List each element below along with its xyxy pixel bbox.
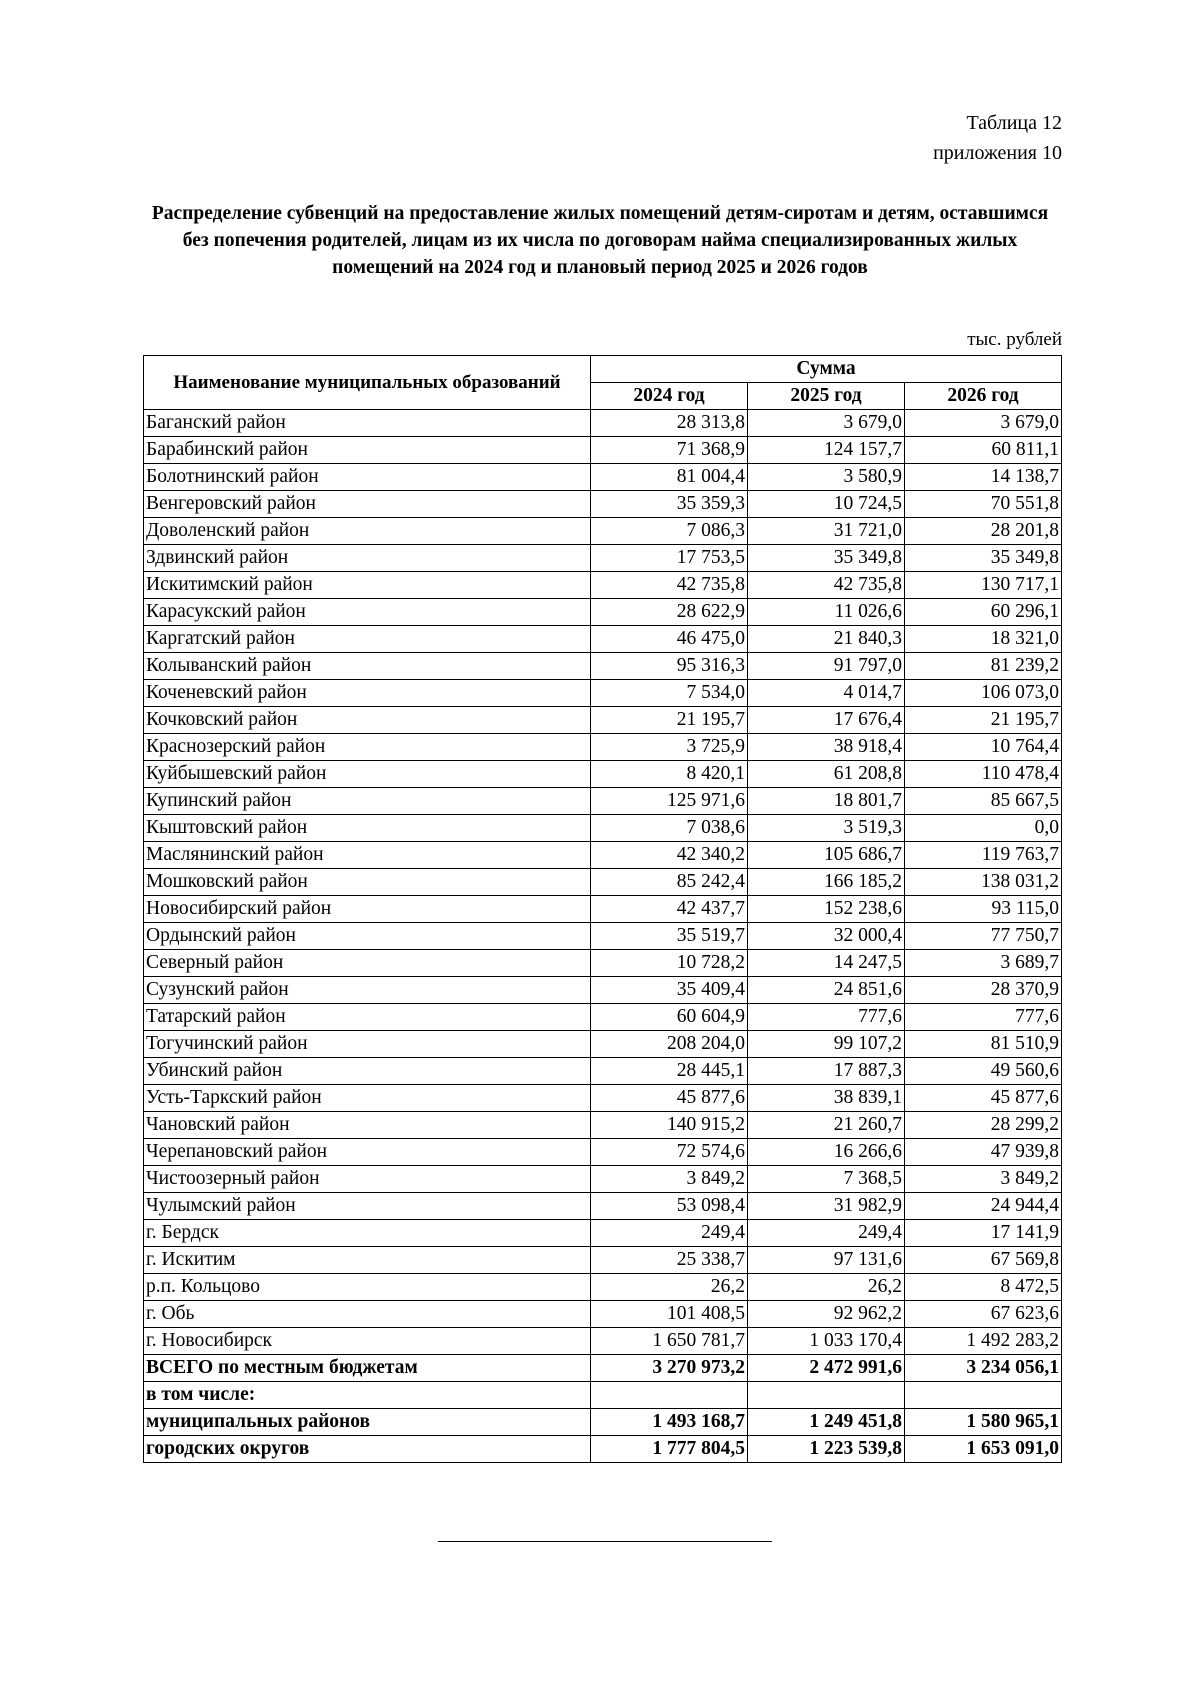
amount-2026: 0,0	[905, 815, 1062, 842]
amount-2026: 49 560,6	[905, 1058, 1062, 1085]
table-row	[144, 1031, 1062, 1058]
amount-2026: 60 811,1	[905, 437, 1062, 464]
amount-2024: 81 004,4	[591, 464, 748, 491]
amount-2026: 18 321,0	[905, 626, 1062, 653]
amount-2026: 1 653 091,0	[905, 1436, 1062, 1463]
municipality-name: Куйбышевский район	[144, 761, 591, 788]
total-row	[144, 1382, 1062, 1409]
amount-2026: 67 623,6	[905, 1301, 1062, 1328]
table-row	[144, 842, 1062, 869]
municipality-name: р.п. Кольцово	[144, 1274, 591, 1301]
amount-2025: 3 580,9	[748, 464, 905, 491]
amount-2025: 7 368,5	[748, 1166, 905, 1193]
amount-2026: 81 239,2	[905, 653, 1062, 680]
amount-2026: 93 115,0	[905, 896, 1062, 923]
amount-2025: 777,6	[748, 1004, 905, 1031]
amount-2024: 101 408,5	[591, 1301, 748, 1328]
municipality-name: Карасукский район	[144, 599, 591, 626]
amount-2025: 16 266,6	[748, 1139, 905, 1166]
table-row	[144, 626, 1062, 653]
amount-2024: 60 604,9	[591, 1004, 748, 1031]
amount-2025: 166 185,2	[748, 869, 905, 896]
amount-2025	[748, 1382, 905, 1409]
amount-2024: 3 270 973,2	[591, 1355, 748, 1382]
amount-2026: 8 472,5	[905, 1274, 1062, 1301]
amount-2024: 21 195,7	[591, 707, 748, 734]
amount-2026: 47 939,8	[905, 1139, 1062, 1166]
municipality-name: Северный район	[144, 950, 591, 977]
table-row	[144, 1058, 1062, 1085]
municipality-name: муниципальных районов	[144, 1409, 591, 1436]
amount-2024: 1 493 168,7	[591, 1409, 748, 1436]
header-year-2024: 2024 год	[591, 383, 748, 410]
amount-2024: 208 204,0	[591, 1031, 748, 1058]
municipality-name: Тогучинский район	[144, 1031, 591, 1058]
amount-2024: 25 338,7	[591, 1247, 748, 1274]
amount-2025: 249,4	[748, 1220, 905, 1247]
amount-2026: 67 569,8	[905, 1247, 1062, 1274]
amount-2024: 71 368,9	[591, 437, 748, 464]
municipality-name: Чистоозерный район	[144, 1166, 591, 1193]
document-title: Распределение субвенций на предоставление жилых помещений детям-сиротам и детям, оставшимся без попечения родителей, лицам из их числа по договорам найма специализированных жилых помещений на 2024 год и плановый период 2025 и 2026 годов	[151, 203, 1049, 278]
municipality-name: Болотнинский район	[144, 464, 591, 491]
table-number: Таблица 12	[966, 112, 1062, 134]
amount-2024: 8 420,1	[591, 761, 748, 788]
amount-2026: 70 551,8	[905, 491, 1062, 518]
municipality-name: Кочковский район	[144, 707, 591, 734]
amount-2024: 28 445,1	[591, 1058, 748, 1085]
table-row	[144, 1193, 1062, 1220]
amount-2024: 95 316,3	[591, 653, 748, 680]
table-row	[144, 1085, 1062, 1112]
table-row	[144, 707, 1062, 734]
municipality-name: Убинский район	[144, 1058, 591, 1085]
amount-2025: 35 349,8	[748, 545, 905, 572]
table-row	[144, 923, 1062, 950]
amount-2024: 3 725,9	[591, 734, 748, 761]
municipality-name: Чановский район	[144, 1112, 591, 1139]
municipality-name: Купинский район	[144, 788, 591, 815]
amount-2026: 1 580 965,1	[905, 1409, 1062, 1436]
amount-2024: 42 735,8	[591, 572, 748, 599]
amount-2025: 17 887,3	[748, 1058, 905, 1085]
municipality-name: Доволенский район	[144, 518, 591, 545]
municipality-name: г. Бердск	[144, 1220, 591, 1247]
table-row	[144, 599, 1062, 626]
municipality-name: Баганский район	[144, 410, 591, 437]
municipality-name: г. Искитим	[144, 1247, 591, 1274]
amount-2026: 106 073,0	[905, 680, 1062, 707]
table-row	[144, 518, 1062, 545]
table-row	[144, 977, 1062, 1004]
municipality-name: ВСЕГО по местным бюджетам	[144, 1355, 591, 1382]
appendix-number: приложения 10	[933, 142, 1062, 164]
amount-2025: 21 260,7	[748, 1112, 905, 1139]
amount-2026: 17 141,9	[905, 1220, 1062, 1247]
municipality-name: Ордынский район	[144, 923, 591, 950]
amount-2025: 32 000,4	[748, 923, 905, 950]
amount-2024: 10 728,2	[591, 950, 748, 977]
amount-2024: 28 622,9	[591, 599, 748, 626]
amount-2026: 21 195,7	[905, 707, 1062, 734]
amount-2024: 28 313,8	[591, 410, 748, 437]
amount-2025: 1 223 539,8	[748, 1436, 905, 1463]
amount-2025: 1 249 451,8	[748, 1409, 905, 1436]
municipality-name: Барабинский район	[144, 437, 591, 464]
amount-2025: 91 797,0	[748, 653, 905, 680]
amount-2025: 152 238,6	[748, 896, 905, 923]
municipality-name: Черепановский район	[144, 1139, 591, 1166]
amount-2024	[591, 1382, 748, 1409]
header-year-2026: 2026 год	[905, 383, 1062, 410]
amount-2024: 42 340,2	[591, 842, 748, 869]
amount-2025: 21 840,3	[748, 626, 905, 653]
table-row	[144, 761, 1062, 788]
subvention-table	[143, 355, 1062, 1463]
amount-2026: 14 138,7	[905, 464, 1062, 491]
amount-2026: 77 750,7	[905, 923, 1062, 950]
municipality-name: г. Обь	[144, 1301, 591, 1328]
amount-2026: 28 201,8	[905, 518, 1062, 545]
amount-2024: 3 849,2	[591, 1166, 748, 1193]
table-row	[144, 1112, 1062, 1139]
amount-2024: 17 753,5	[591, 545, 748, 572]
municipality-name: Татарский район	[144, 1004, 591, 1031]
table-row	[144, 869, 1062, 896]
header-year-2025: 2025 год	[748, 383, 905, 410]
amount-2026: 45 877,6	[905, 1085, 1062, 1112]
amount-2025: 38 918,4	[748, 734, 905, 761]
amount-2026: 3 689,7	[905, 950, 1062, 977]
amount-2026: 10 764,4	[905, 734, 1062, 761]
amount-2026: 777,6	[905, 1004, 1062, 1031]
amount-2026: 85 667,5	[905, 788, 1062, 815]
amount-2025: 92 962,2	[748, 1301, 905, 1328]
table-row	[144, 734, 1062, 761]
amount-2024: 35 519,7	[591, 923, 748, 950]
table-row	[144, 950, 1062, 977]
amount-2026: 110 478,4	[905, 761, 1062, 788]
total-row	[144, 1436, 1062, 1463]
total-row	[144, 1409, 1062, 1436]
municipality-name: Колыванский район	[144, 653, 591, 680]
amount-2024: 42 437,7	[591, 896, 748, 923]
amount-2026: 60 296,1	[905, 599, 1062, 626]
amount-2026: 35 349,8	[905, 545, 1062, 572]
amount-2024: 7 534,0	[591, 680, 748, 707]
amount-2025: 11 026,6	[748, 599, 905, 626]
amount-2025: 18 801,7	[748, 788, 905, 815]
municipality-name: г. Новосибирск	[144, 1328, 591, 1355]
amount-2025: 3 519,3	[748, 815, 905, 842]
table-row	[144, 1301, 1062, 1328]
table-row	[144, 1220, 1062, 1247]
amount-2026: 81 510,9	[905, 1031, 1062, 1058]
table-row	[144, 1274, 1062, 1301]
municipality-name: Новосибирский район	[144, 896, 591, 923]
municipality-name: Маслянинский район	[144, 842, 591, 869]
municipality-name: Сузунский район	[144, 977, 591, 1004]
total-row	[144, 1355, 1062, 1382]
amount-2024: 35 359,3	[591, 491, 748, 518]
table-row	[144, 464, 1062, 491]
amount-2024: 72 574,6	[591, 1139, 748, 1166]
table-row	[144, 1247, 1062, 1274]
amount-2025: 31 982,9	[748, 1193, 905, 1220]
table-row	[144, 410, 1062, 437]
municipality-name: городских округов	[144, 1436, 591, 1463]
amount-2024: 125 971,6	[591, 788, 748, 815]
header-municipality: Наименование муниципальных образований	[144, 356, 591, 410]
amount-2026: 130 717,1	[905, 572, 1062, 599]
table-row	[144, 896, 1062, 923]
table-body	[144, 410, 1062, 1463]
municipality-name: в том числе:	[144, 1382, 591, 1409]
amount-2025: 2 472 991,6	[748, 1355, 905, 1382]
municipality-name: Чулымский район	[144, 1193, 591, 1220]
amount-2026: 3 679,0	[905, 410, 1062, 437]
amount-2026: 28 370,9	[905, 977, 1062, 1004]
amount-2025: 14 247,5	[748, 950, 905, 977]
footer-rule	[438, 1541, 772, 1542]
amount-2025: 61 208,8	[748, 761, 905, 788]
amount-2025: 99 107,2	[748, 1031, 905, 1058]
amount-2025: 3 679,0	[748, 410, 905, 437]
amount-2024: 26,2	[591, 1274, 748, 1301]
amount-2026: 3 849,2	[905, 1166, 1062, 1193]
amount-2026	[905, 1382, 1062, 1409]
table-row	[144, 572, 1062, 599]
municipality-name: Коченевский район	[144, 680, 591, 707]
amount-2026: 3 234 056,1	[905, 1355, 1062, 1382]
table-row	[144, 788, 1062, 815]
amount-2024: 7 038,6	[591, 815, 748, 842]
table-row	[144, 1004, 1062, 1031]
amount-2024: 46 475,0	[591, 626, 748, 653]
units-label: тыс. рублей	[967, 329, 1062, 350]
table-row	[144, 1166, 1062, 1193]
amount-2024: 7 086,3	[591, 518, 748, 545]
table-row	[144, 1139, 1062, 1166]
table-row	[144, 815, 1062, 842]
amount-2025: 4 014,7	[748, 680, 905, 707]
amount-2026: 119 763,7	[905, 842, 1062, 869]
amount-2026: 28 299,2	[905, 1112, 1062, 1139]
municipality-name: Здвинский район	[144, 545, 591, 572]
amount-2025: 31 721,0	[748, 518, 905, 545]
municipality-name: Каргатский район	[144, 626, 591, 653]
amount-2025: 105 686,7	[748, 842, 905, 869]
amount-2025: 38 839,1	[748, 1085, 905, 1112]
amount-2024: 1 777 804,5	[591, 1436, 748, 1463]
amount-2025: 97 131,6	[748, 1247, 905, 1274]
table-row	[144, 491, 1062, 518]
municipality-name: Краснозерский район	[144, 734, 591, 761]
amount-2025: 10 724,5	[748, 491, 905, 518]
municipality-name: Усть-Таркский район	[144, 1085, 591, 1112]
amount-2024: 45 877,6	[591, 1085, 748, 1112]
amount-2024: 85 242,4	[591, 869, 748, 896]
amount-2024: 1 650 781,7	[591, 1328, 748, 1355]
municipality-name: Кыштовский район	[144, 815, 591, 842]
municipality-name: Мошковский район	[144, 869, 591, 896]
amount-2026: 138 031,2	[905, 869, 1062, 896]
table-reference	[933, 108, 1062, 168]
municipality-name: Венгеровский район	[144, 491, 591, 518]
table-row	[144, 680, 1062, 707]
amount-2025: 124 157,7	[748, 437, 905, 464]
municipality-name: Искитимский район	[144, 572, 591, 599]
amount-2026: 24 944,4	[905, 1193, 1062, 1220]
header-sum: Сумма	[591, 356, 1062, 383]
table-row	[144, 545, 1062, 572]
amount-2025: 24 851,6	[748, 977, 905, 1004]
amount-2024: 249,4	[591, 1220, 748, 1247]
amount-2024: 140 915,2	[591, 1112, 748, 1139]
amount-2024: 35 409,4	[591, 977, 748, 1004]
amount-2025: 17 676,4	[748, 707, 905, 734]
amount-2025: 26,2	[748, 1274, 905, 1301]
table-row	[144, 437, 1062, 464]
amount-2025: 1 033 170,4	[748, 1328, 905, 1355]
table-row	[144, 653, 1062, 680]
amount-2024: 53 098,4	[591, 1193, 748, 1220]
amount-2026: 1 492 283,2	[905, 1328, 1062, 1355]
amount-2025: 42 735,8	[748, 572, 905, 599]
table-row	[144, 1328, 1062, 1355]
